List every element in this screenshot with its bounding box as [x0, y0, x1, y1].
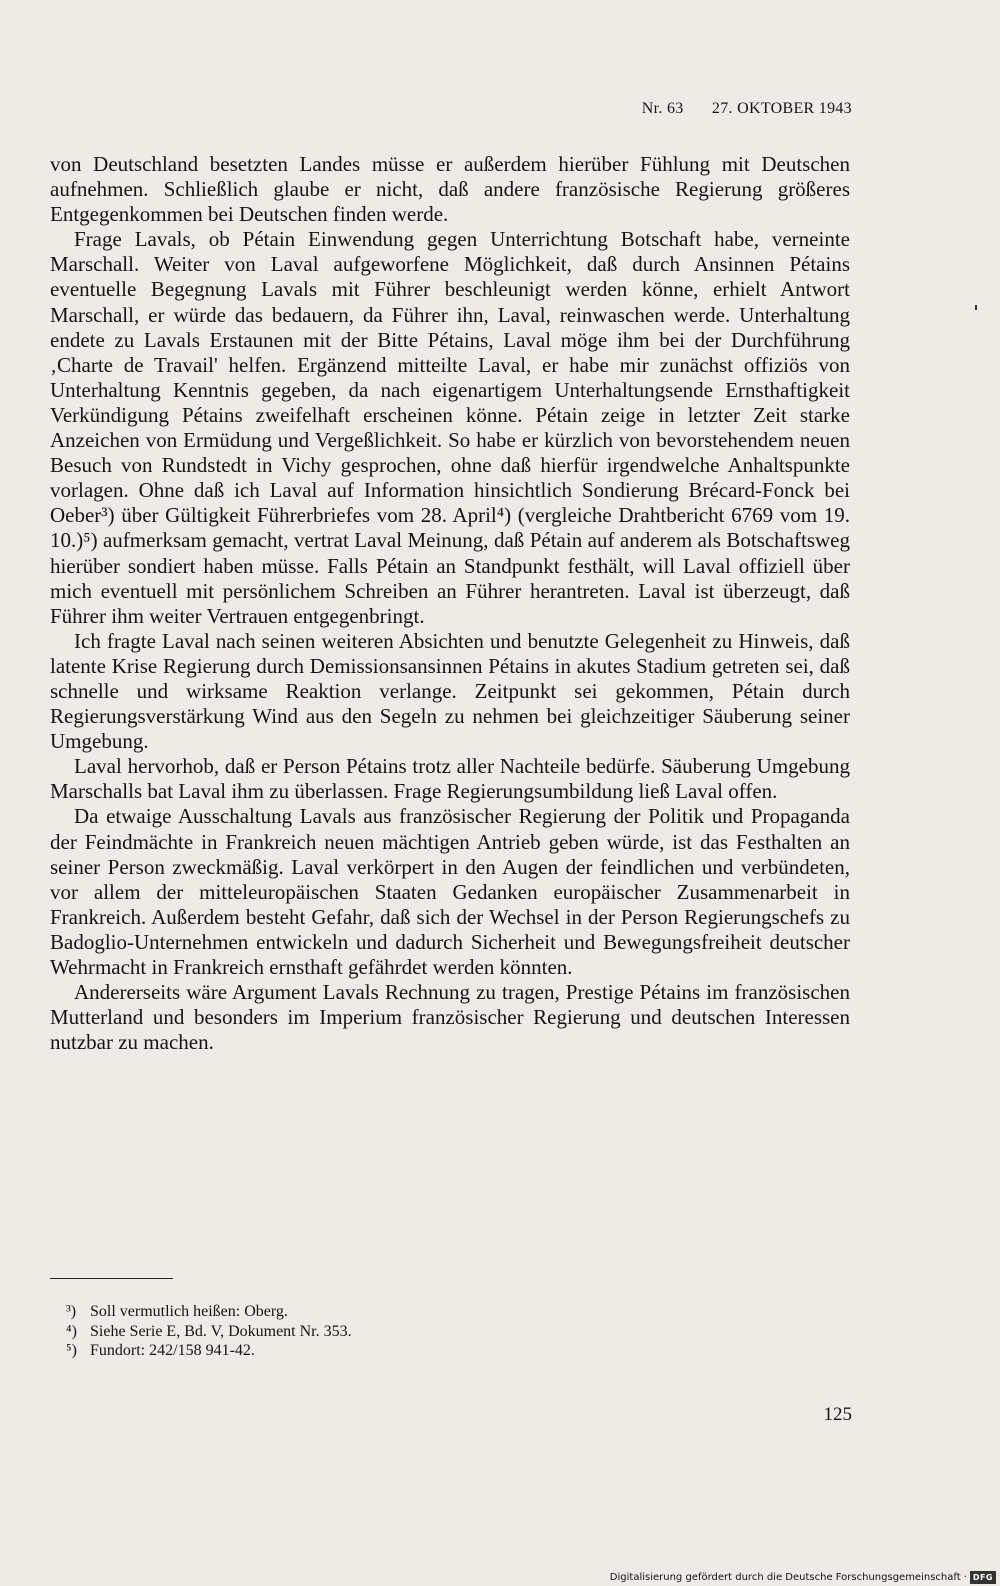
footnote: [66, 1302, 352, 1322]
footnote-mark: ⁵): [66, 1342, 77, 1359]
running-header: [642, 100, 852, 118]
footnote: [66, 1341, 352, 1361]
paragraph: Da etwaige Ausschaltung Lavals aus französischer Regierung der Politik und Propaganda der Feindmächte in Frankreich neuen mächtigen Antrieb geben würde, ist das Festhalten an seiner Person zweckmäßig. Laval verkörpert in den Augen der feindlichen und verbündeten, vor allem der mitteleuropäischen Staaten Gedanken europäischer Zusammenarbeit in Frankreich. Außerdem besteht Gefahr, daß sich der Wechsel in der Person Regierungschefs zu Badoglio-Unternehmen entwickeln und dadurch Sicherheit und Bewegungsfreiheit deutscher Wehrmacht in Frankreich ernsthaft gefährdet werden könnten.: [50, 804, 850, 979]
footnote: [66, 1322, 352, 1342]
footnote-mark: ⁴): [66, 1322, 77, 1340]
footnote-text: Siehe Serie E, Bd. V, Dokument Nr. 353.: [90, 1322, 352, 1340]
footnote-text: Soll vermutlich heißen: Oberg.: [90, 1303, 288, 1320]
paragraph: Frage Lavals, ob Pétain Einwendung gegen Unterrichtung Botschaft habe, verneinte Marschall. Weiter von Laval aufgeworfene Möglichkeit, daß durch Ansinnen Pétains eventuelle Begegnung Lavals mit Führer beschleunigt werden könne, erhielt Antwort Marschall, er würde das bedauern, da Führer ihn, Laval, reinwaschen werde. Unterhaltung endete zu Lavals Erstaunen mit der Bitte Pétains, Laval möge ihm bei der Durchführung ‚Charte de Travail' helfen. Ergänzend mitteilte Laval, er habe mir zunächst offiziös von Unterhaltung Kenntnis gegeben, da nach eigenartigem Unterhaltungsende Ernsthaftigkeit Verkündigung Pétains zweifelhaft erscheinen könne. Pétain zeige in letzter Zeit starke Anzeichen von Ermüdung und Vergeßlichkeit. So habe er kürzlich von bevorstehendem neuen Besuch von Rundstedt in Vichy gesprochen, ohne daß hierfür irgendwelche Anhaltspunkte vorlagen. Ohne daß ich Laval auf Information hinsichtlich Sondierung Brécard-Fonck bei Oeber³) über Gültigkeit Führerbriefes vom 28. April⁴) (vergleiche Drahtbericht 6769 vom 19. 10.)⁵) aufmerksam gemacht, vertrat Laval Meinung, daß Pétain auf anderem als Botschaftsweg hierüber sondiert haben müsse. Falls Pétain an Standpunkt festhält, will Laval offiziell über mich eventuell mit persönlichem Schreiben an Führer herantreten. Laval ist überzeugt, daß Führer ihm weiter Vertrauen entgegenbringt.: [50, 227, 850, 628]
paragraph: Ich fragte Laval nach seinen weiteren Absichten und benutzte Gelegenheit zu Hinweis, daß latente Krise Regierung durch Demissionsansinnen Pétains in akutes Stadium getreten sei, daß schnelle und wirksame Reaktion verlange. Zeitpunkt sei gekommen, Pétain durch Regierungsverstärkung Wind aus den Segeln zu nehmen bei gleichzeitiger Säuberung seiner Umgebung.: [50, 628, 850, 754]
margin-mark: [975, 305, 977, 310]
paragraph: Andererseits wäre Argument Lavals Rechnung zu tragen, Prestige Pétains im französischen Mutterland und besonders im Imperium französischer Regierung und deutschen Interessen nutzbar zu machen.: [50, 980, 850, 1055]
dfg-logo-icon: DFG: [970, 1571, 996, 1584]
document-number: Nr. 63: [641, 100, 684, 117]
page-number: 125: [823, 1404, 852, 1425]
document-date: 27. OKTOBER 1943: [711, 100, 852, 117]
digitization-notice-text: Digitalisierung gefördert durch die Deutsche Forschungsgemeinschaft: [609, 1572, 961, 1583]
footnote-separator: [50, 1278, 173, 1279]
digitization-notice: Digitalisierung gefördert durch die Deutsche Forschungsgemeinschaft · DFG: [610, 1571, 996, 1584]
footnote-text: Fundort: 242/158 941-42.: [90, 1342, 255, 1359]
footnotes: [66, 1302, 352, 1361]
paragraph: Laval hervorhob, daß er Person Pétains trotz aller Nachteile bedürfe. Säuberung Umgebung Marschalls bat Laval ihm zu überlassen. Frage Regierungsumbildung ließ Laval offen.: [50, 754, 850, 804]
paragraph: von Deutschland besetzten Landes müsse er außerdem hierüber Fühlung mit Deutschen aufnehmen. Schließlich glaube er nicht, daß andere französische Regierung größeres Entgegenkommen bei Deutschen finden werde.: [50, 152, 850, 227]
body-text: [50, 152, 850, 1055]
footnote-mark: ³): [66, 1303, 77, 1320]
